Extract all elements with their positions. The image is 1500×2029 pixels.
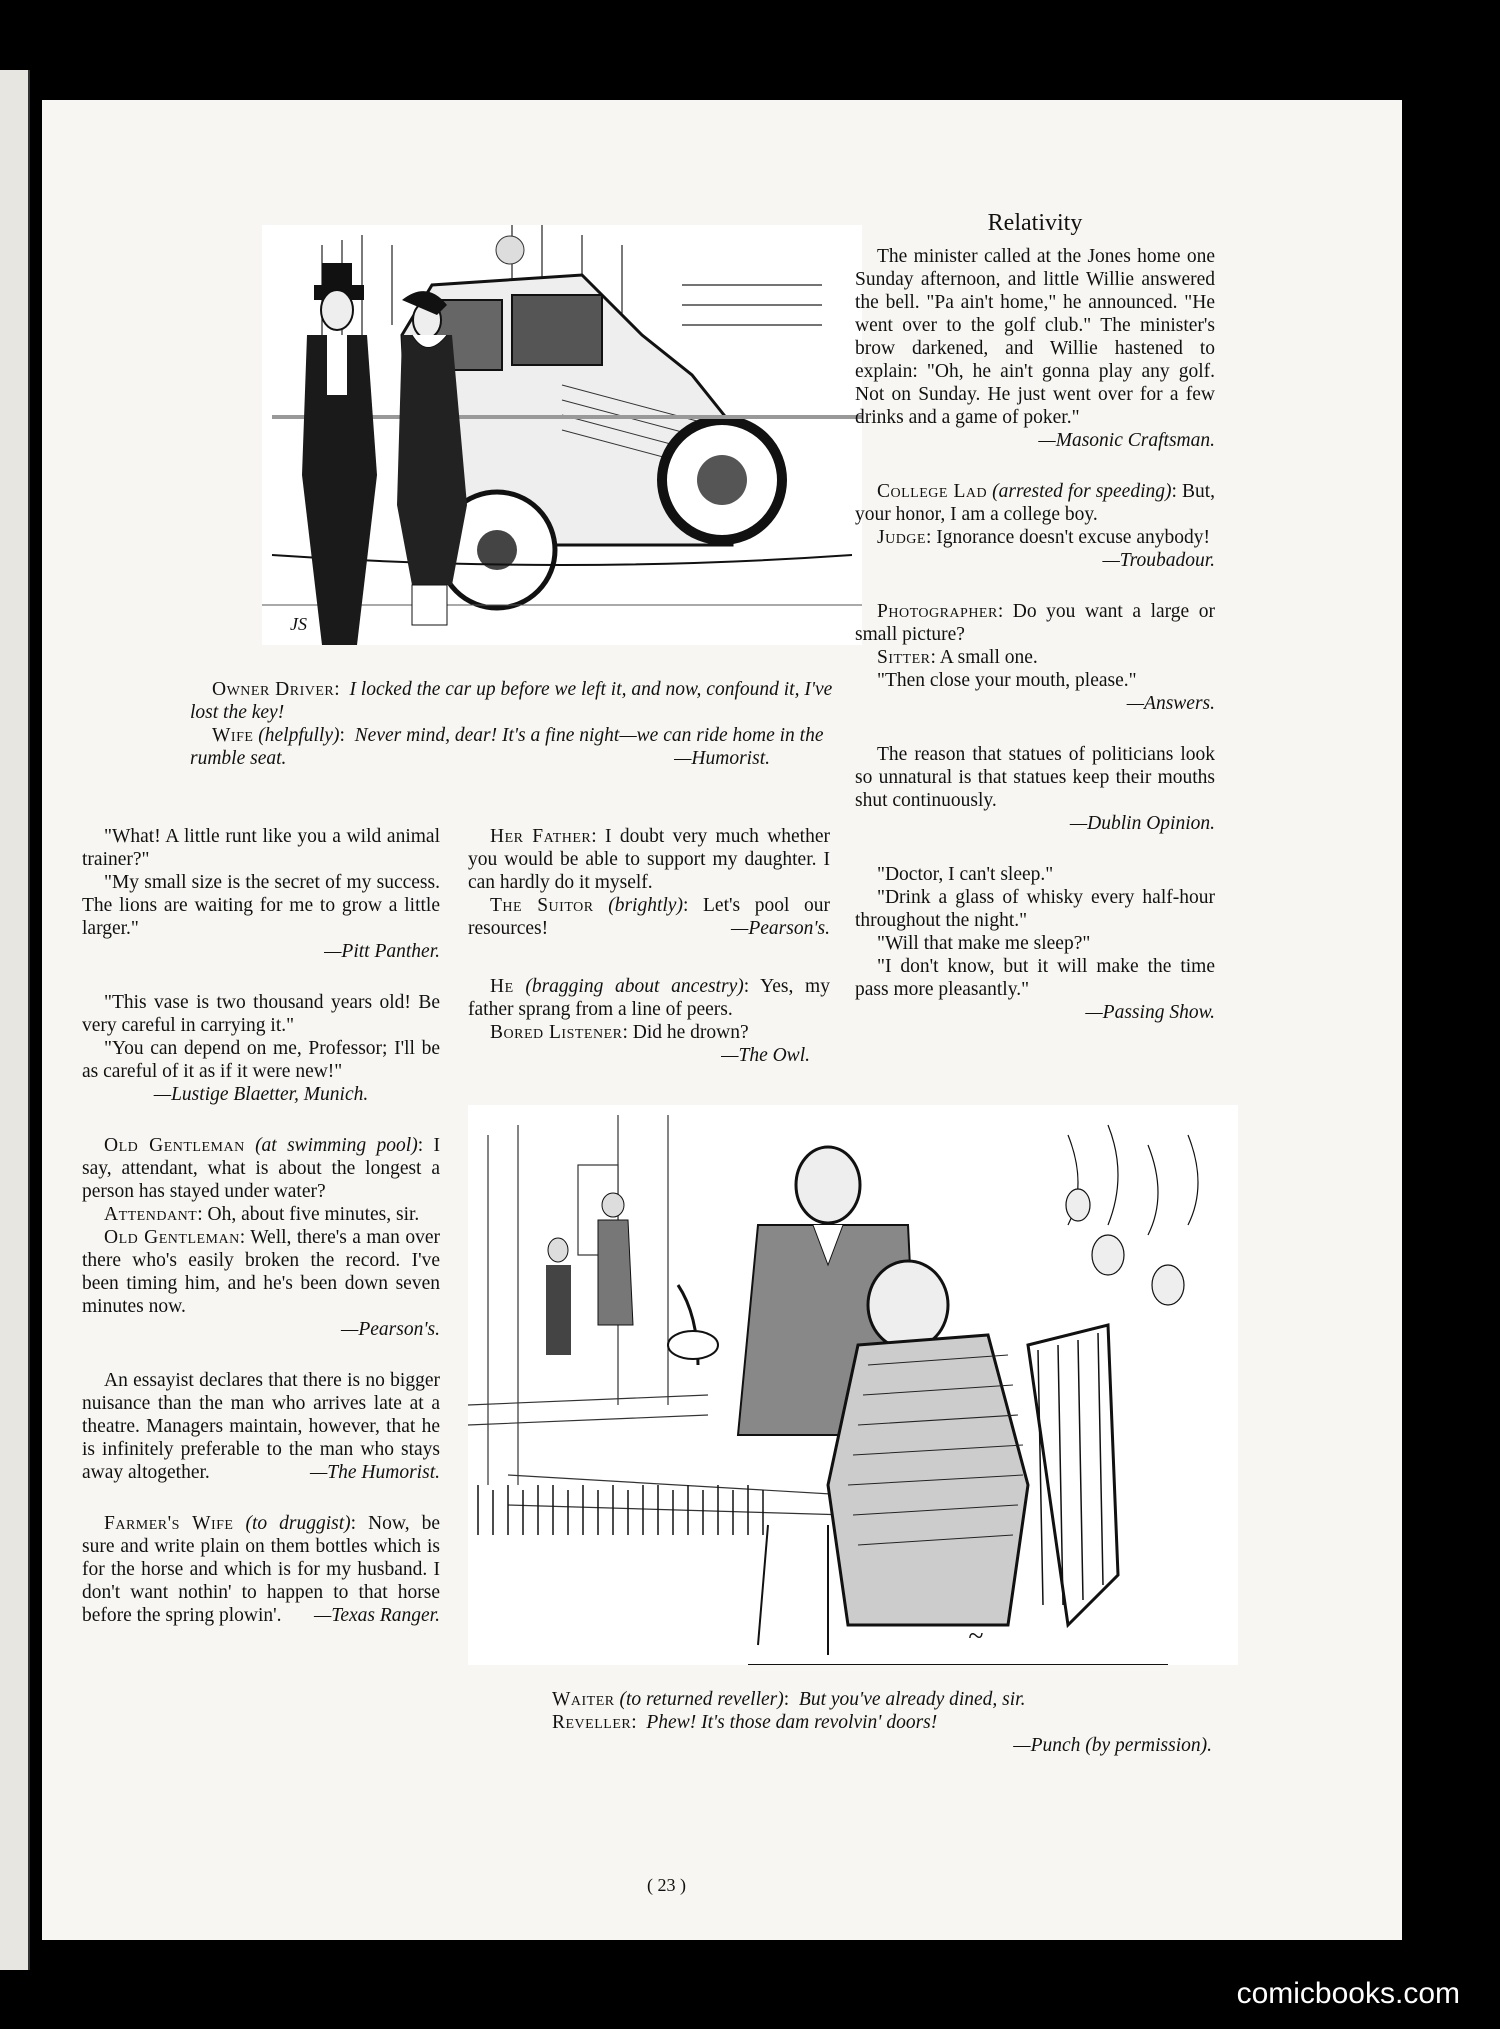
college-lad-stage: (arrested for speeding) (992, 481, 1172, 502)
photographer-line3: "Then close your mouth, please." (877, 670, 1137, 691)
caption2-line1: Waiter (to returned reveller): But you've already dined, sir. (552, 1689, 1026, 1710)
relativity-joke (855, 212, 1215, 452)
ancestry-stage: (bragging about ancestry) (525, 976, 744, 997)
right-column (855, 212, 1215, 1052)
car-drawing (262, 225, 862, 645)
magazine-page (42, 100, 1402, 1940)
judge-line: : Ignorance doesn't excuse anybody! (925, 527, 1210, 548)
ancestry-line1: : Yes, my father sprang from a line of peers. (468, 976, 830, 1020)
speaker-bored-listener: Bored Listener (490, 1022, 623, 1043)
essayist-body: An essayist declares that there is no bigger nuisance than the man who arrives late at a theatre. Managers maintain, however, that he is infinitely preferable to the man who stays away altogether. (82, 1370, 440, 1483)
left-column (82, 825, 440, 1655)
middle-column (468, 825, 830, 1095)
speaker-old-gentleman-2: Old Gentleman (104, 1227, 240, 1248)
doctor-line3: "Will that make me sleep?" (877, 933, 1091, 954)
speaker-suitor: The Suitor (490, 895, 594, 916)
car-cartoon-illustration (262, 225, 862, 645)
gentleman-stage: (at swimming pool) (255, 1135, 418, 1156)
caption1-line1: Owner Driver: I locked the car up before we left it, and now, confound it, I've lost the key! (190, 679, 833, 723)
college-lad-source: —Troubadour. (1102, 550, 1215, 571)
runt-joke (82, 825, 440, 963)
relativity-title: Relativity (987, 210, 1083, 236)
suitor-stage: (brightly) (608, 895, 683, 916)
page-number: ( 23 ) (647, 1875, 686, 1895)
farmer-joke (82, 1512, 440, 1627)
owner-driver-line: I locked the car up before we left it, and now, confound it, I've lost the key! (190, 679, 833, 723)
restaurant-cartoon-illustration (468, 1105, 1238, 1665)
speaker-judge: Judge (877, 527, 926, 548)
waiter-stage: (to returned reveller) (619, 1689, 784, 1710)
caption2-line2: Reveller: Phew! It's those dam revolvin' doors! (552, 1712, 938, 1733)
attendant-line: : Oh, about five minutes, sir. (197, 1204, 420, 1225)
speaker-reveller: Reveller (552, 1712, 632, 1733)
wife-line: Never mind, dear! It's a fine night—we can ride home in the rumble seat. (190, 725, 824, 769)
farmer-source: —Texas Ranger. (313, 1605, 440, 1626)
gentleman-joke (82, 1134, 440, 1341)
vase-line2: "You can depend on me, Professor; I'll be as careful of it as if it were new!" (82, 1038, 440, 1082)
father-source: —Pearson's. (731, 918, 830, 939)
college-lad-joke (855, 480, 1215, 572)
essayist-joke (82, 1369, 440, 1484)
statues-source: —Dublin Opinion. (1069, 813, 1215, 834)
runt-source: —Pitt Panther. (324, 941, 440, 962)
photographer-source: —Answers. (1126, 693, 1215, 714)
speaker-attendant: Attendant (104, 1204, 198, 1225)
speaker-waiter: Waiter (552, 1689, 615, 1710)
suitor-line: : Let's pool our resources! (468, 895, 831, 939)
ancestry-source: —The Owl. (721, 1045, 810, 1066)
sitter-line: : A small one. (930, 647, 1038, 668)
farmer-line: : Now, be sure and write plain on them bottles which is for the horse and which is for my husband. I don't want nothin' to happen to that horse before the spring plowin'. (82, 1513, 440, 1626)
artist-signature-1: JS (290, 614, 307, 634)
runt-line1: "What! A little runt like you a wild animal trainer?" (82, 826, 440, 870)
listener-line: : Did he drown? (622, 1022, 749, 1043)
speaker-photographer: Photographer (877, 601, 998, 622)
vase-source: —Lustige Blaetter, Munich. (153, 1084, 369, 1105)
site-watermark: comicbooks.com (1227, 1971, 1470, 2017)
relativity-source: —Masonic Craftsman. (1038, 430, 1215, 451)
previous-page-edge (0, 70, 30, 1970)
statues-joke (855, 743, 1215, 835)
waiter-line: But you've already dined, sir. (798, 1689, 1026, 1710)
caption1-source: —Humorist. (674, 748, 770, 769)
doctor-line1: "Doctor, I can't sleep." (877, 864, 1054, 885)
speaker-her-father: Her Father (490, 826, 592, 847)
speaker-old-gentleman: Old Gentleman (104, 1135, 245, 1156)
photographer-joke (855, 600, 1215, 715)
doctor-line4: "I don't know, but it will make the time pass more pleasantly." (855, 956, 1215, 1000)
artist-signature-2: ~ (968, 1621, 984, 1652)
relativity-body: The minister called at the Jones home one Sunday afternoon, and little Willie answered the bell. "Pa ain't home," he announced. "He went over to the golf club." The minister's brow darkened, and Willie hastened to explain: "Oh, he ain't gonna play any golf. Not on Sunday. He just went over for a few drinks and a game of poker." (855, 246, 1215, 428)
speaker-owner-driver: Owner Driver (212, 679, 335, 700)
car-cartoon-caption (190, 678, 840, 770)
reveller-line: Phew! It's those dam revolvin' doors! (646, 1712, 938, 1733)
father-line: : I doubt very much whether you would be able to support my daughter. I can hardly do it myself. (468, 826, 830, 893)
gentleman-source: —Pearson's. (341, 1319, 440, 1340)
gentleman-line3: : Well, there's a man over there who's easily broken the record. I've been timing him, and he's been down seven minutes now. (82, 1227, 440, 1317)
photographer-line: : Do you want a large or small picture? (855, 601, 1215, 645)
restaurant-cartoon-caption (552, 1688, 1252, 1757)
speaker-wife: Wife (212, 725, 254, 746)
statues-body: The reason that statues of politicians look so unnatural is that statues keep their mouths shut continuously. (855, 744, 1215, 811)
vase-line1: "This vase is two thousand years old! Be very careful in carrying it." (82, 992, 440, 1036)
caption2-source: —Punch (by permission). (1013, 1735, 1212, 1756)
doctor-source: —Passing Show. (1085, 1002, 1215, 1023)
ancestry-joke (468, 975, 830, 1067)
vase-joke (82, 991, 440, 1106)
restaurant-drawing (468, 1105, 1238, 1665)
speaker-sitter: Sitter (877, 647, 931, 668)
speaker-college-lad: College Lad (877, 481, 988, 502)
essayist-source: —The Humorist. (309, 1462, 440, 1483)
caption1-line2: Wife (helpfully): Never mind, dear! It's a fine night—we can ride home in the rumble seat. (190, 725, 824, 769)
farmer-stage: (to druggist) (245, 1513, 351, 1534)
college-lad-line: : But, your honor, I am a college boy. (855, 481, 1215, 525)
doctor-line2: "Drink a glass of whisky every half-hour throughout the night." (855, 887, 1215, 931)
father-joke (468, 825, 830, 940)
gentleman-line1: : I say, attendant, what is about the longest a person has stayed under water? (82, 1135, 440, 1202)
wife-stage: (helpfully) (258, 725, 340, 746)
runt-line2: "My small size is the secret of my success. The lions are waiting for me to grow a little larger." (82, 872, 440, 939)
speaker-farmers-wife: Farmer's Wife (104, 1513, 234, 1534)
doctor-joke (855, 863, 1215, 1024)
speaker-he: He (490, 976, 514, 997)
